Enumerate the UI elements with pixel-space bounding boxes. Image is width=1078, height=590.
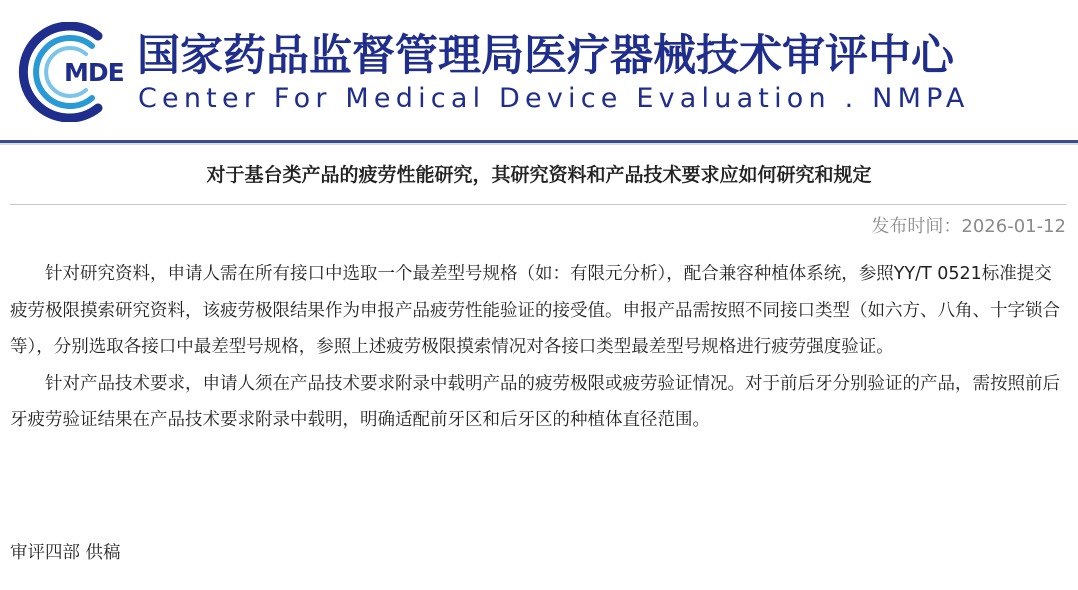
article-signature: 审评四部 供稿 — [10, 543, 121, 563]
publish-date — [871, 214, 1066, 240]
mde-logo[interactable] — [10, 22, 132, 122]
org-name-chinese: 国家药品监督管理局医疗器械技术审评中心 — [137, 31, 954, 81]
title-divider — [10, 204, 1067, 205]
logo-wordmark: MDE — [64, 58, 124, 87]
publish-date-label: 发布时间： — [871, 216, 962, 237]
site-header — [0, 0, 1078, 142]
header-divider-shadow — [0, 143, 1078, 145]
article-body — [10, 256, 1068, 439]
org-name-english: Center For Medical Device Evaluation . NMPA — [138, 83, 970, 114]
article-title: 对于基台类产品的疲劳性能研究，其研究资料和产品技术要求应如何研究和规定 — [206, 164, 872, 186]
article-paragraph: 针对产品技术要求，申请人须在产品技术要求附录中载明产品的疲劳极限或疲劳验证情况。对于前后牙分别验证的产品，需按照前后牙疲劳验证结果在产品技术要求附录中载明，明确适配前牙区和后牙区的种植体直径范围。 — [10, 373, 1060, 430]
publish-date-value: 2026-01-12 — [961, 216, 1066, 237]
article-paragraph: 针对研究资料，申请人需在所有接口中选取一个最差型号规格（如：有限元分析），配合兼容种植体系统，参照YY/T 0521标准提交疲劳极限摸索研究资料，该疲劳极限结果作为申报产品疲劳性能验证的接受值。申报产品需按照不同接口类型（如六方、八角、十字锁合等），分别选取各接口中最差型号规格，参照上述疲劳极限摸索情况对各接口类型最差型号规格进行疲劳强度验证。 — [10, 264, 1060, 357]
